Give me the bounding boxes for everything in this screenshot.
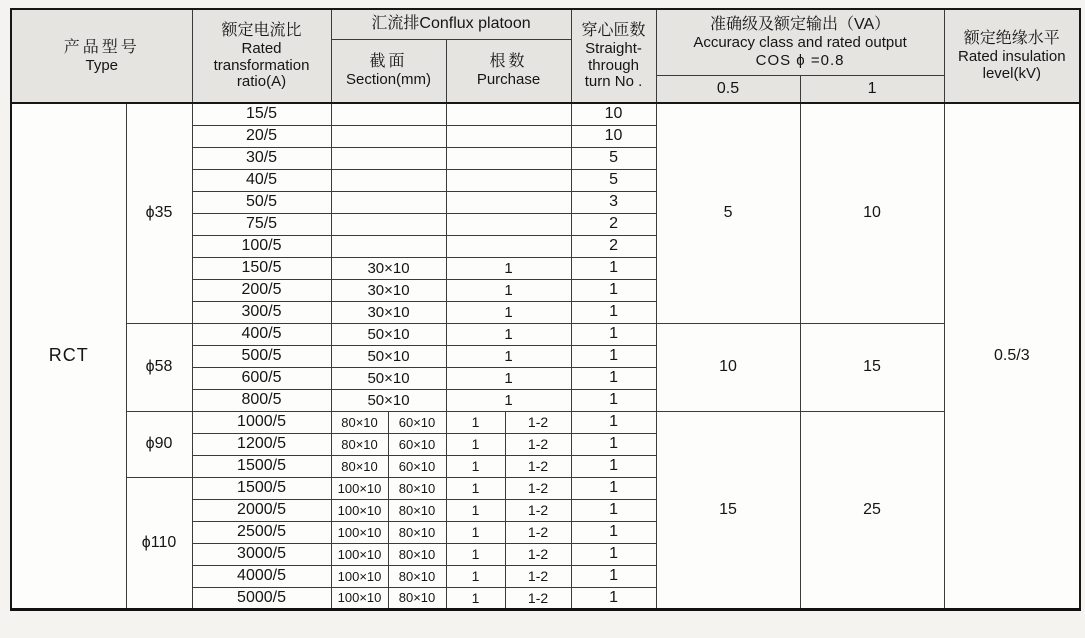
ratio-cell: 50/5 (192, 191, 331, 213)
header-purchase-en: Purchase (476, 71, 541, 89)
turn-cell: 1 (571, 477, 656, 499)
ratio-cell: 2500/5 (192, 521, 331, 543)
ratio-cell: 600/5 (192, 367, 331, 389)
purchase-cell (446, 125, 571, 147)
accuracy-1-cell: 25 (800, 411, 944, 609)
purchase-cell: 1 (446, 455, 505, 477)
turn-cell: 1 (571, 257, 656, 279)
header-accuracy-en: Accuracy class and rated output (693, 34, 907, 52)
header-rated-ratio-en: Rated transformation ratio(A) (213, 39, 310, 91)
header-conflux (331, 9, 571, 39)
purchase-cell: 1 (446, 521, 505, 543)
section-cell: 60×10 (388, 433, 446, 455)
accuracy-05-cell: 5 (656, 103, 800, 323)
header-product-type-en: Type (85, 56, 119, 74)
header-accuracy-1: 1 (800, 75, 944, 103)
phi-cell: ϕ90 (126, 411, 192, 477)
turn-cell: 1 (571, 521, 656, 543)
section-cell: 80×10 (388, 565, 446, 587)
section-cell: 80×10 (388, 543, 446, 565)
purchase-cell: 1-2 (505, 455, 571, 477)
header-accuracy-zh: 准确级及额定输出（VA） (709, 16, 891, 34)
purchase-cell (446, 213, 571, 235)
section-cell: 100×10 (331, 477, 388, 499)
ratio-cell: 15/5 (192, 103, 331, 125)
table-row (11, 411, 1080, 433)
header-accuracy-cos: COS ϕ =0.8 (755, 52, 845, 70)
ratio-cell: 150/5 (192, 257, 331, 279)
turn-cell: 1 (571, 345, 656, 367)
header-rated-ratio (192, 9, 331, 103)
ratio-cell: 1200/5 (192, 433, 331, 455)
purchase-cell: 1 (446, 565, 505, 587)
ratio-cell: 1500/5 (192, 455, 331, 477)
section-cell: 80×10 (388, 587, 446, 609)
header-section (331, 39, 446, 103)
ratio-cell: 1500/5 (192, 477, 331, 499)
purchase-cell: 1-2 (505, 411, 571, 433)
purchase-cell (446, 235, 571, 257)
section-cell: 80×10 (331, 455, 388, 477)
section-cell (331, 169, 446, 191)
phi-cell: ϕ110 (126, 477, 192, 609)
purchase-cell: 1 (446, 389, 571, 411)
turn-cell: 5 (571, 169, 656, 191)
turn-cell: 10 (571, 125, 656, 147)
section-cell: 50×10 (331, 367, 446, 389)
header-turns-zh: 穿心匝数 (581, 21, 646, 39)
turn-cell: 1 (571, 367, 656, 389)
purchase-cell (446, 103, 571, 125)
accuracy-1-cell: 15 (800, 323, 944, 411)
header-rated-ratio-zh: 额定电流比 (221, 21, 302, 39)
insulation-cell: 0.5/3 (944, 103, 1080, 609)
purchase-cell: 1 (446, 257, 571, 279)
section-cell (331, 213, 446, 235)
table-header (11, 9, 1080, 103)
purchase-cell: 1 (446, 367, 571, 389)
section-cell (331, 147, 446, 169)
turn-cell: 1 (571, 389, 656, 411)
section-cell: 100×10 (331, 587, 388, 609)
purchase-cell: 1 (446, 279, 571, 301)
turn-cell: 1 (571, 455, 656, 477)
purchase-cell: 1 (446, 345, 571, 367)
header-purchase-zh: 根数 (489, 53, 528, 71)
section-cell: 60×10 (388, 455, 446, 477)
ratio-cell: 200/5 (192, 279, 331, 301)
ratio-cell: 1000/5 (192, 411, 331, 433)
ratio-cell: 500/5 (192, 345, 331, 367)
purchase-cell: 1 (446, 323, 571, 345)
header-conflux-label: 汇流排Conflux platoon (371, 15, 531, 33)
accuracy-05-cell: 10 (656, 323, 800, 411)
ratio-cell: 75/5 (192, 213, 331, 235)
section-cell (331, 103, 446, 125)
ratio-cell: 400/5 (192, 323, 331, 345)
section-cell: 50×10 (331, 323, 446, 345)
turn-cell: 2 (571, 213, 656, 235)
header-insulation-zh: 额定绝缘水平 (963, 30, 1060, 48)
turn-cell: 10 (571, 103, 656, 125)
ratio-cell: 100/5 (192, 235, 331, 257)
section-cell: 80×10 (388, 521, 446, 543)
purchase-cell: 1-2 (505, 433, 571, 455)
section-cell: 50×10 (331, 345, 446, 367)
purchase-cell (446, 169, 571, 191)
section-cell: 80×10 (388, 477, 446, 499)
turn-cell: 1 (571, 279, 656, 301)
purchase-cell: 1-2 (505, 521, 571, 543)
section-cell (331, 125, 446, 147)
section-cell: 80×10 (331, 433, 388, 455)
phi-cell: ϕ35 (126, 103, 192, 323)
spec-table (10, 8, 1081, 611)
turn-cell: 1 (571, 543, 656, 565)
purchase-cell (446, 191, 571, 213)
table-row (11, 103, 1080, 125)
ratio-cell: 20/5 (192, 125, 331, 147)
ratio-cell: 4000/5 (192, 565, 331, 587)
turn-cell: 2 (571, 235, 656, 257)
ratio-cell: 30/5 (192, 147, 331, 169)
purchase-cell: 1-2 (505, 499, 571, 521)
header-accuracy-05: 0.5 (656, 75, 800, 103)
purchase-cell: 1-2 (505, 565, 571, 587)
section-cell (331, 191, 446, 213)
header-insulation (944, 9, 1080, 103)
header-accuracy (656, 9, 944, 75)
ratio-cell: 3000/5 (192, 543, 331, 565)
header-turns-en: Straight-through turn No . (584, 39, 643, 91)
purchase-cell: 1-2 (505, 477, 571, 499)
section-cell: 50×10 (331, 389, 446, 411)
accuracy-1-cell: 10 (800, 103, 944, 323)
purchase-cell: 1 (446, 543, 505, 565)
turn-cell: 1 (571, 565, 656, 587)
ratio-cell: 800/5 (192, 389, 331, 411)
section-cell: 60×10 (388, 411, 446, 433)
turn-cell: 1 (571, 499, 656, 521)
ratio-cell: 5000/5 (192, 587, 331, 609)
header-row-1 (11, 9, 1080, 39)
product-cell: RCT (11, 103, 126, 609)
section-cell: 100×10 (331, 543, 388, 565)
table-body (11, 103, 1080, 609)
turn-cell: 1 (571, 411, 656, 433)
section-cell: 30×10 (331, 257, 446, 279)
header-purchase (446, 39, 571, 103)
turn-cell: 1 (571, 301, 656, 323)
ratio-cell: 40/5 (192, 169, 331, 191)
purchase-cell: 1 (446, 499, 505, 521)
purchase-cell: 1-2 (505, 543, 571, 565)
turn-cell: 3 (571, 191, 656, 213)
section-cell (331, 235, 446, 257)
header-turns (571, 9, 656, 103)
purchase-cell: 1 (446, 433, 505, 455)
ratio-cell: 2000/5 (192, 499, 331, 521)
table-row (11, 323, 1080, 345)
purchase-cell: 1-2 (505, 587, 571, 609)
header-section-zh: 截面 (369, 53, 408, 71)
turn-cell: 1 (571, 587, 656, 609)
turn-cell: 1 (571, 323, 656, 345)
section-cell: 30×10 (331, 279, 446, 301)
accuracy-05-cell: 15 (656, 411, 800, 609)
ratio-cell: 300/5 (192, 301, 331, 323)
purchase-cell: 1 (446, 411, 505, 433)
purchase-cell: 1 (446, 477, 505, 499)
header-section-en: Section(mm) (346, 71, 432, 89)
section-cell: 80×10 (388, 499, 446, 521)
purchase-cell: 1 (446, 301, 571, 323)
section-cell: 30×10 (331, 301, 446, 323)
section-cell: 100×10 (331, 565, 388, 587)
turn-cell: 5 (571, 147, 656, 169)
purchase-cell (446, 147, 571, 169)
section-cell: 100×10 (331, 521, 388, 543)
section-cell: 80×10 (331, 411, 388, 433)
header-product-type (11, 9, 192, 103)
header-insulation-en: Rated insulation level(kV) (958, 48, 1066, 82)
section-cell: 100×10 (331, 499, 388, 521)
turn-cell: 1 (571, 433, 656, 455)
phi-cell: ϕ58 (126, 323, 192, 411)
header-product-type-zh: 产品型号 (63, 38, 140, 56)
purchase-cell: 1 (446, 587, 505, 609)
